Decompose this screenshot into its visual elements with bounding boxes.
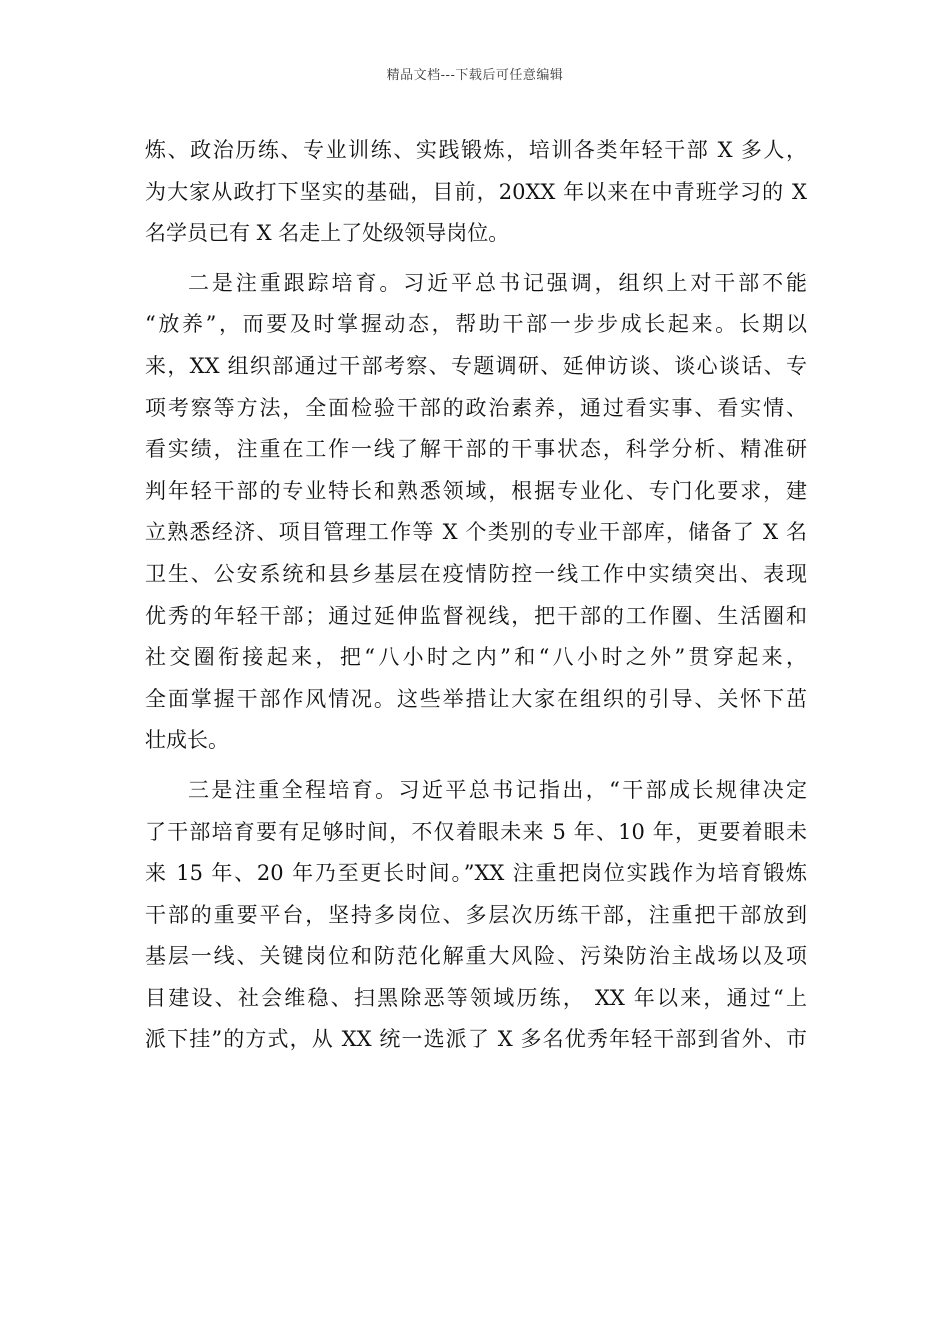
text-line: 看实绩，注重在工作一线了解干部的干事状态，科学分析、精准研 — [145, 437, 807, 462]
text-line: 了干部培育要有足够时间，不仅着眼未来 5 年、10 年，更要着眼未 — [145, 819, 807, 844]
text-line: 干部的重要平台，坚持多岗位、多层次历练干部，注重把干部放到 — [145, 902, 807, 927]
text-line: 壮成长。 — [145, 728, 229, 753]
text-line: 来，XX 组织部通过干部考察、专题调研、延伸访谈、谈心谈话、专 — [145, 353, 807, 378]
text-line: 名学员已有 X 名走上了处级领导岗位。 — [145, 221, 510, 246]
text-line: 来 15 年、20 年乃至更长时间。”XX 注重把岗位实践作为培育锻炼 — [145, 861, 807, 886]
text-line: 社交圈衔接起来，把“八小时之内”和“八小时之外”贯穿起来， — [145, 645, 807, 670]
text-line: 全面掌握干部作风情况。这些举措让大家在组织的引导、关怀下茁 — [145, 686, 807, 711]
text-line: 二是注重跟踪培育。习近平总书记强调，组织上对干部不能 — [188, 270, 807, 295]
text-line: 三是注重全程培育。习近平总书记指出，“干部成长规律决定 — [188, 777, 807, 802]
text-line: 项考察等方法，全面检验干部的政治素养，通过看实事、看实情、 — [145, 395, 807, 420]
page-header: 精品文档---下载后可任意编辑 — [386, 68, 564, 83]
text-line: “放养”，而要及时掌握动态，帮助干部一步步成长起来。长期以 — [145, 312, 807, 337]
text-line: 为大家从政打下坚实的基础，目前，20XX 年以来在中青班学习的 X — [145, 179, 807, 204]
document-body — [145, 130, 807, 1061]
paragraph-1 — [145, 130, 807, 255]
text-line: 立熟悉经济、项目管理工作等 X 个类别的专业干部库，储备了 X 名 — [145, 520, 807, 545]
text-line: 基层一线、关键岗位和防范化解重大风险、污染防治主战场以及项 — [145, 944, 807, 969]
paragraph-2 — [145, 263, 807, 762]
text-line: 判年轻干部的专业特长和熟悉领域，根据专业化、专门化要求，建 — [145, 478, 807, 503]
text-line: 卫生、公安系统和县乡基层在疫情防控一线工作中实绩突出、表现 — [145, 561, 807, 586]
text-line: 目建设、社会维稳、扫黑除恶等领域历练， XX 年以来，通过“上 — [145, 985, 807, 1010]
paragraph-3 — [145, 770, 807, 1061]
text-line: 派下挂”的方式，从 XX 统一选派了 X 多名优秀年轻干部到省外、市 — [145, 1027, 807, 1052]
text-line: 优秀的年轻干部；通过延伸监督视线，把干部的工作圈、生活圈和 — [145, 603, 807, 628]
text-line: 炼、政治历练、专业训练、实践锻炼，培训各类年轻干部 X 多人， — [145, 138, 807, 162]
